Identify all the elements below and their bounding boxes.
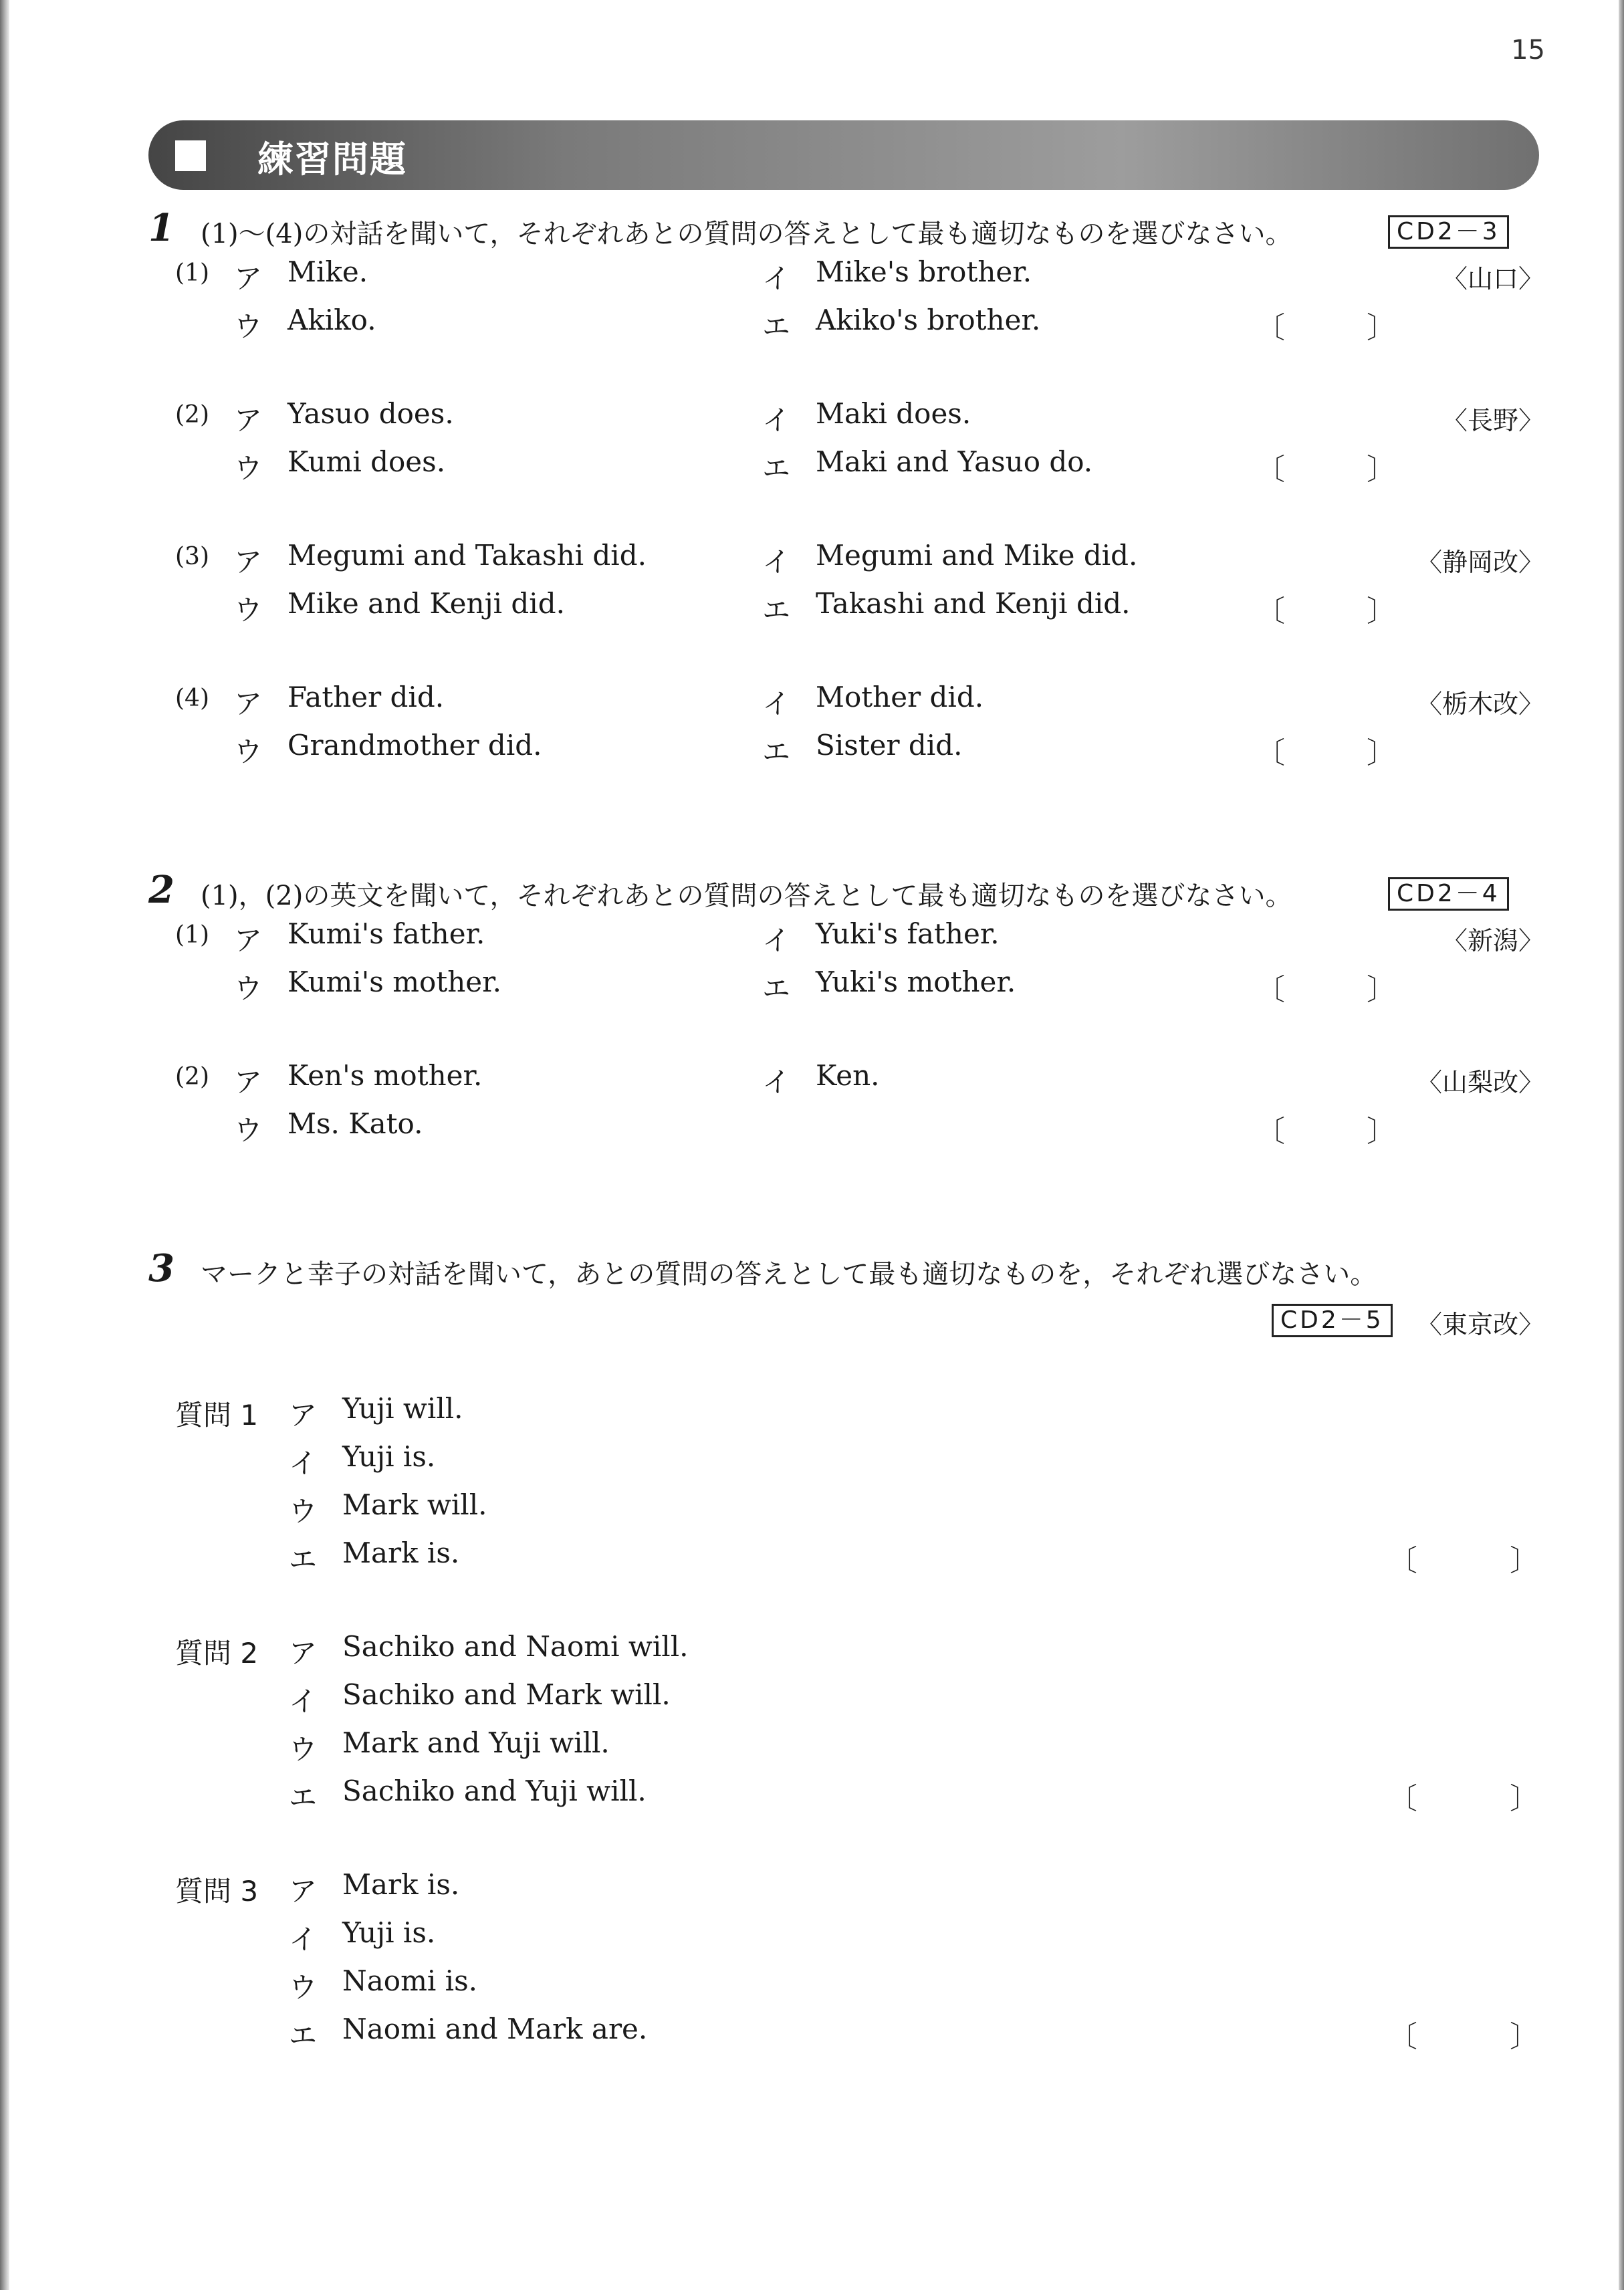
q3-question-2-option-a: Sachiko and Naomi will. bbox=[342, 1630, 689, 1663]
q3-question-3-answer-close[interactable]: 〕 bbox=[1510, 2020, 1539, 2054]
q3-question-1-marker-e: エ bbox=[289, 1543, 318, 1576]
q2-item-2-option-i: Ken. bbox=[816, 1059, 880, 1092]
q1-item-1-label: (1) bbox=[175, 259, 209, 287]
q1-item-2-option-u: Kumi does. bbox=[287, 445, 446, 478]
q3-question-2-marker-a: ア bbox=[289, 1637, 318, 1670]
page-binding-shadow bbox=[0, 0, 9, 2290]
q1-item-1-marker-e: エ bbox=[762, 310, 791, 343]
q1-item-1-option-i: Mike's brother. bbox=[816, 255, 1032, 288]
q1-item-3-marker-i: イ bbox=[762, 546, 791, 578]
q1-item-2-answer-close[interactable]: 〕 bbox=[1367, 453, 1396, 487]
q2-item-1-label: (1) bbox=[175, 921, 209, 949]
q1-item-2-marker-u: ウ bbox=[234, 452, 263, 485]
q3-question-1-option-i: Yuji is. bbox=[342, 1440, 436, 1473]
q1-item-4-answer-close[interactable]: 〕 bbox=[1367, 736, 1396, 770]
q3-question-1-option-e: Mark is. bbox=[342, 1536, 460, 1569]
q1-item-1-marker-u: ウ bbox=[234, 310, 263, 343]
q2-item-2-option-u: Ms. Kato. bbox=[287, 1107, 423, 1140]
q1-item-4-marker-a: ア bbox=[234, 687, 263, 720]
q3-question-2-marker-e: エ bbox=[289, 1781, 318, 1814]
q2-item-2-option-a: Ken's mother. bbox=[287, 1059, 483, 1092]
q3-question-1-label: 質問 1 bbox=[175, 1399, 259, 1432]
q1-item-4-option-i: Mother did. bbox=[816, 681, 984, 713]
question-1-instruction: (1)〜(4)の対話を聞いて，それぞれあとの質問の答えとして最も適切なものを選びなさい。 bbox=[201, 219, 1292, 249]
q3-question-1-option-a: Yuji will. bbox=[342, 1392, 463, 1425]
q2-item-2-marker-u: ウ bbox=[234, 1114, 263, 1147]
q1-item-3-source: 〈静岡改〉 bbox=[1416, 548, 1544, 577]
question-3-number: 3 bbox=[148, 1246, 175, 1290]
question-1-cd-track: CD2－3 bbox=[1388, 215, 1509, 249]
q1-item-4-answer-open[interactable]: 〔 bbox=[1256, 736, 1285, 770]
question-2-cd-track: CD2－4 bbox=[1388, 877, 1509, 911]
q1-item-1-marker-i: イ bbox=[762, 262, 791, 295]
q1-item-2-option-a: Yasuo does. bbox=[287, 397, 454, 430]
q2-item-2-source: 〈山梨改〉 bbox=[1416, 1068, 1544, 1097]
q1-item-2-answer-open[interactable]: 〔 bbox=[1256, 453, 1285, 487]
q2-item-1-option-e: Yuki's mother. bbox=[816, 965, 1016, 998]
q2-item-1-answer-open[interactable]: 〔 bbox=[1256, 973, 1285, 1007]
q2-item-1-marker-a: ア bbox=[234, 924, 263, 957]
q1-item-4-marker-u: ウ bbox=[234, 735, 263, 768]
q3-question-2-label: 質問 2 bbox=[175, 1637, 259, 1670]
q1-item-3-answer-close[interactable]: 〕 bbox=[1367, 594, 1396, 628]
question-2-number: 2 bbox=[148, 868, 175, 912]
q3-question-3-option-e: Naomi and Mark are. bbox=[342, 2013, 648, 2045]
q3-question-2-marker-u: ウ bbox=[289, 1733, 318, 1766]
q1-item-3-option-u: Mike and Kenji did. bbox=[287, 587, 565, 620]
q2-item-2-marker-a: ア bbox=[234, 1066, 263, 1099]
q1-item-3-option-i: Megumi and Mike did. bbox=[816, 539, 1138, 572]
q3-question-2-marker-i: イ bbox=[289, 1685, 318, 1718]
q2-item-2-marker-i: イ bbox=[762, 1066, 791, 1099]
q1-item-4-option-e: Sister did. bbox=[816, 729, 963, 762]
q2-item-1-option-i: Yuki's father. bbox=[816, 917, 1000, 950]
q2-item-2-answer-close[interactable]: 〕 bbox=[1367, 1115, 1396, 1149]
q2-item-1-marker-i: イ bbox=[762, 924, 791, 957]
q2-item-2-answer-open[interactable]: 〔 bbox=[1256, 1115, 1285, 1149]
q1-item-1-answer-open[interactable]: 〔 bbox=[1256, 311, 1285, 345]
question-3-cd-track: CD2－5 bbox=[1272, 1304, 1393, 1337]
q3-question-3-label: 質問 3 bbox=[175, 1875, 259, 1908]
q3-question-3-option-i: Yuji is. bbox=[342, 1916, 436, 1949]
q3-question-2-option-i: Sachiko and Mark will. bbox=[342, 1678, 671, 1711]
q1-item-4-label: (4) bbox=[175, 685, 209, 712]
q3-question-1-marker-i: イ bbox=[289, 1447, 318, 1480]
q1-item-3-label: (3) bbox=[175, 543, 209, 570]
q2-item-1-marker-u: ウ bbox=[234, 972, 263, 1005]
q3-question-3-answer-open[interactable]: 〔 bbox=[1388, 2020, 1417, 2054]
q1-item-3-option-a: Megumi and Takashi did. bbox=[287, 539, 647, 572]
q1-item-3-marker-e: エ bbox=[762, 594, 791, 626]
q1-item-1-source: 〈山口〉 bbox=[1441, 264, 1544, 294]
q2-item-1-answer-close[interactable]: 〕 bbox=[1367, 973, 1396, 1007]
q3-question-2-option-u: Mark and Yuji will. bbox=[342, 1726, 610, 1759]
q1-item-1-marker-a: ア bbox=[234, 262, 263, 295]
q3-question-3-option-u: Naomi is. bbox=[342, 1964, 478, 1997]
q1-item-2-source: 〈長野〉 bbox=[1441, 406, 1544, 435]
section-square-icon bbox=[175, 140, 206, 171]
q3-question-1-marker-a: ア bbox=[289, 1399, 318, 1432]
q1-item-2-option-i: Maki does. bbox=[816, 397, 971, 430]
q2-item-1-marker-e: エ bbox=[762, 972, 791, 1005]
question-1-number: 1 bbox=[148, 206, 175, 250]
q1-item-1-option-u: Akiko. bbox=[287, 304, 376, 336]
q3-question-1-answer-open[interactable]: 〔 bbox=[1388, 1544, 1417, 1578]
q3-question-1-marker-u: ウ bbox=[289, 1495, 318, 1528]
q3-question-3-option-a: Mark is. bbox=[342, 1868, 460, 1901]
q1-item-4-option-a: Father did. bbox=[287, 681, 445, 713]
q1-item-4-source: 〈栃木改〉 bbox=[1416, 689, 1544, 719]
q3-question-3-marker-a: ア bbox=[289, 1875, 318, 1908]
q1-item-1-answer-close[interactable]: 〕 bbox=[1367, 311, 1396, 345]
q3-question-2-answer-open[interactable]: 〔 bbox=[1388, 1782, 1417, 1816]
q2-item-1-source: 〈新潟〉 bbox=[1441, 926, 1544, 955]
q2-item-1-option-u: Kumi's mother. bbox=[287, 965, 501, 998]
q2-item-2-label: (2) bbox=[175, 1063, 209, 1091]
q1-item-2-marker-i: イ bbox=[762, 404, 791, 437]
q2-item-1-option-a: Kumi's father. bbox=[287, 917, 485, 950]
question-3-instruction: マークと幸子の対話を聞いて，あとの質問の答えとして最も適切なものを，それぞれ選びなさい。 bbox=[201, 1259, 1377, 1290]
q1-item-3-option-e: Takashi and Kenji did. bbox=[816, 587, 1131, 620]
q3-question-2-option-e: Sachiko and Yuji will. bbox=[342, 1774, 647, 1807]
q1-item-3-marker-u: ウ bbox=[234, 594, 263, 626]
page-edge-shadow bbox=[1619, 0, 1624, 2290]
page-number: 15 bbox=[1511, 35, 1545, 66]
q1-item-2-option-e: Maki and Yasuo do. bbox=[816, 445, 1093, 478]
q3-question-1-answer-close[interactable]: 〕 bbox=[1510, 1544, 1539, 1578]
q3-question-3-marker-e: エ bbox=[289, 2019, 318, 2052]
q1-item-3-marker-a: ア bbox=[234, 546, 263, 578]
q3-question-1-option-u: Mark will. bbox=[342, 1488, 487, 1521]
q1-item-2-marker-a: ア bbox=[234, 404, 263, 437]
section-title: 練習問題 bbox=[257, 138, 407, 181]
q1-item-1-option-a: Mike. bbox=[287, 255, 368, 288]
q1-item-2-marker-e: エ bbox=[762, 452, 791, 485]
q1-item-3-answer-open[interactable]: 〔 bbox=[1256, 594, 1285, 628]
q1-item-4-marker-e: エ bbox=[762, 735, 791, 768]
question-2-instruction: (1)，(2)の英文を聞いて，それぞれあとの質問の答えとして最も適切なものを選びなさい。 bbox=[201, 881, 1292, 911]
question-3-source: 〈東京改〉 bbox=[1416, 1310, 1544, 1339]
q3-question-3-marker-u: ウ bbox=[289, 1971, 318, 2004]
q3-question-2-answer-close[interactable]: 〕 bbox=[1510, 1782, 1539, 1816]
q3-question-3-marker-i: イ bbox=[289, 1923, 318, 1956]
q1-item-4-option-u: Grandmother did. bbox=[287, 729, 542, 762]
q1-item-4-marker-i: イ bbox=[762, 687, 791, 720]
q1-item-2-label: (2) bbox=[175, 401, 209, 429]
q1-item-1-option-e: Akiko's brother. bbox=[816, 304, 1041, 336]
